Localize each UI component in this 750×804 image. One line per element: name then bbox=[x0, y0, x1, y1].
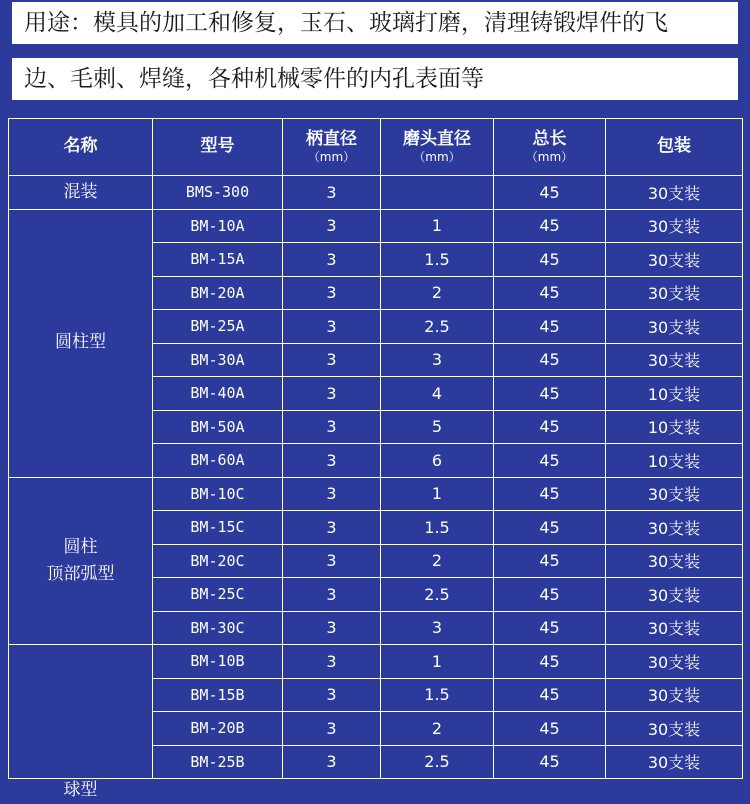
cell-length: 45 bbox=[494, 611, 606, 645]
cell-model: BM-15A bbox=[153, 243, 283, 277]
cell-length: 45 bbox=[494, 243, 606, 277]
cell-package: 30支装 bbox=[606, 544, 743, 578]
header-total-length: 总长 （mm） bbox=[494, 119, 606, 176]
cell-model: BM-25C bbox=[153, 578, 283, 612]
cell-package: 30支装 bbox=[606, 511, 743, 545]
cell-model: BM-10A bbox=[153, 209, 283, 243]
cell-head bbox=[381, 176, 494, 210]
cell-length: 45 bbox=[494, 176, 606, 210]
cell-head: 5 bbox=[381, 410, 494, 444]
cell-package: 30支装 bbox=[606, 678, 743, 712]
cell-length: 45 bbox=[494, 343, 606, 377]
cell-model: BM-25B bbox=[153, 745, 283, 779]
cell-model: BM-15C bbox=[153, 511, 283, 545]
cell-length: 45 bbox=[494, 544, 606, 578]
cell-shank: 3 bbox=[283, 343, 381, 377]
cell-package: 30支装 bbox=[606, 611, 743, 645]
cell-package: 30支装 bbox=[606, 578, 743, 612]
cell-head: 3 bbox=[381, 611, 494, 645]
group-name-line-2: 顶部弧型 bbox=[46, 563, 115, 584]
cell-length: 45 bbox=[494, 645, 606, 679]
usage-text-line-2: 边、毛刺、焊缝，各种机械零件的内孔表面等 bbox=[24, 65, 484, 92]
cell-shank: 3 bbox=[283, 243, 381, 277]
header-model: 型号 bbox=[153, 119, 283, 176]
cell-shank: 3 bbox=[283, 276, 381, 310]
cell-shank: 3 bbox=[283, 444, 381, 478]
cell-shank: 3 bbox=[283, 176, 381, 210]
group-name-ball bbox=[9, 645, 153, 800]
cell-package: 30支装 bbox=[606, 645, 743, 679]
cell-package: 30支装 bbox=[606, 745, 743, 779]
cell-model: BM-25A bbox=[153, 310, 283, 344]
cell-model: BMS-300 bbox=[153, 176, 283, 210]
cell-shank: 3 bbox=[283, 544, 381, 578]
table-row bbox=[9, 477, 743, 511]
cell-shank: 3 bbox=[283, 310, 381, 344]
table-row bbox=[9, 176, 743, 210]
usage-text-line-1: 用途：模具的加工和修复，玉石、玻璃打磨，清理铸锻焊件的飞 bbox=[24, 9, 668, 36]
cell-model: BM-15B bbox=[153, 678, 283, 712]
cell-head: 3 bbox=[381, 343, 494, 377]
cell-model: BM-30A bbox=[153, 343, 283, 377]
cell-package: 10支装 bbox=[606, 444, 743, 478]
cell-package: 10支装 bbox=[606, 377, 743, 411]
cell-package: 30支装 bbox=[606, 343, 743, 377]
cell-shank: 3 bbox=[283, 745, 381, 779]
cell-shank: 3 bbox=[283, 645, 381, 679]
cell-length: 45 bbox=[494, 377, 606, 411]
group-name-mixed: 混装 bbox=[9, 176, 153, 210]
group-name-ball-label: 球型 bbox=[63, 779, 98, 800]
cell-length: 45 bbox=[494, 209, 606, 243]
cell-package: 30支装 bbox=[606, 477, 743, 511]
cell-head: 1 bbox=[381, 477, 494, 511]
group-name-cylinder: 圆柱型 bbox=[9, 209, 153, 477]
cell-head: 1.5 bbox=[381, 678, 494, 712]
cell-package: 30支装 bbox=[606, 176, 743, 210]
cell-head: 1.5 bbox=[381, 243, 494, 277]
cell-package: 30支装 bbox=[606, 209, 743, 243]
cell-package: 30支装 bbox=[606, 712, 743, 746]
header-name: 名称 bbox=[9, 119, 153, 176]
cell-model: BM-20A bbox=[153, 276, 283, 310]
cell-head: 1 bbox=[381, 209, 494, 243]
cell-length: 45 bbox=[494, 578, 606, 612]
cell-shank: 3 bbox=[283, 611, 381, 645]
usage-banner-line-1 bbox=[10, 0, 740, 46]
cell-head: 6 bbox=[381, 444, 494, 478]
header-shank-diameter: 柄直径 （mm） bbox=[283, 119, 381, 176]
cell-shank: 3 bbox=[283, 678, 381, 712]
cell-length: 45 bbox=[494, 276, 606, 310]
header-package: 包装 bbox=[606, 119, 743, 176]
header-head-unit: （mm） bbox=[413, 150, 461, 165]
cell-model: BM-40A bbox=[153, 377, 283, 411]
cell-model: BM-10C bbox=[153, 477, 283, 511]
cell-head: 2 bbox=[381, 544, 494, 578]
cell-shank: 3 bbox=[283, 712, 381, 746]
cell-head: 2 bbox=[381, 712, 494, 746]
cell-head: 4 bbox=[381, 377, 494, 411]
usage-banner-line-2 bbox=[10, 56, 740, 102]
cell-head: 2.5 bbox=[381, 745, 494, 779]
header-head-diameter: 磨头直径 （mm） bbox=[381, 119, 494, 176]
cell-length: 45 bbox=[494, 477, 606, 511]
cell-head: 1.5 bbox=[381, 511, 494, 545]
cell-shank: 3 bbox=[283, 209, 381, 243]
table-row bbox=[9, 645, 743, 679]
header-row bbox=[9, 119, 743, 176]
cell-length: 45 bbox=[494, 745, 606, 779]
cell-head: 1 bbox=[381, 645, 494, 679]
cell-length: 45 bbox=[494, 678, 606, 712]
cell-length: 45 bbox=[494, 444, 606, 478]
cell-shank: 3 bbox=[283, 477, 381, 511]
cell-package: 30支装 bbox=[606, 243, 743, 277]
cell-head: 2.5 bbox=[381, 578, 494, 612]
cell-shank: 3 bbox=[283, 410, 381, 444]
cell-model: BM-60A bbox=[153, 444, 283, 478]
cell-length: 45 bbox=[494, 511, 606, 545]
cell-length: 45 bbox=[494, 410, 606, 444]
cell-length: 45 bbox=[494, 712, 606, 746]
cell-model: BM-20B bbox=[153, 712, 283, 746]
cell-package: 30支装 bbox=[606, 310, 743, 344]
header-shank-unit: （mm） bbox=[307, 150, 356, 165]
cell-model: BM-10B bbox=[153, 645, 283, 679]
group-name-cylinder-arc-top bbox=[9, 477, 153, 645]
table-row bbox=[9, 209, 743, 243]
cell-model: BM-30C bbox=[153, 611, 283, 645]
cell-shank: 3 bbox=[283, 511, 381, 545]
cell-head: 2.5 bbox=[381, 310, 494, 344]
cell-length: 45 bbox=[494, 310, 606, 344]
cell-model: BM-20C bbox=[153, 544, 283, 578]
group-name-line-1: 圆柱 bbox=[63, 536, 98, 557]
cell-model: BM-50A bbox=[153, 410, 283, 444]
cell-shank: 3 bbox=[283, 377, 381, 411]
cell-shank: 3 bbox=[283, 578, 381, 612]
header-length-unit: （mm） bbox=[525, 150, 574, 165]
spec-table bbox=[8, 118, 743, 800]
cell-package: 10支装 bbox=[606, 410, 743, 444]
cell-package: 30支装 bbox=[606, 276, 743, 310]
cell-head: 2 bbox=[381, 276, 494, 310]
